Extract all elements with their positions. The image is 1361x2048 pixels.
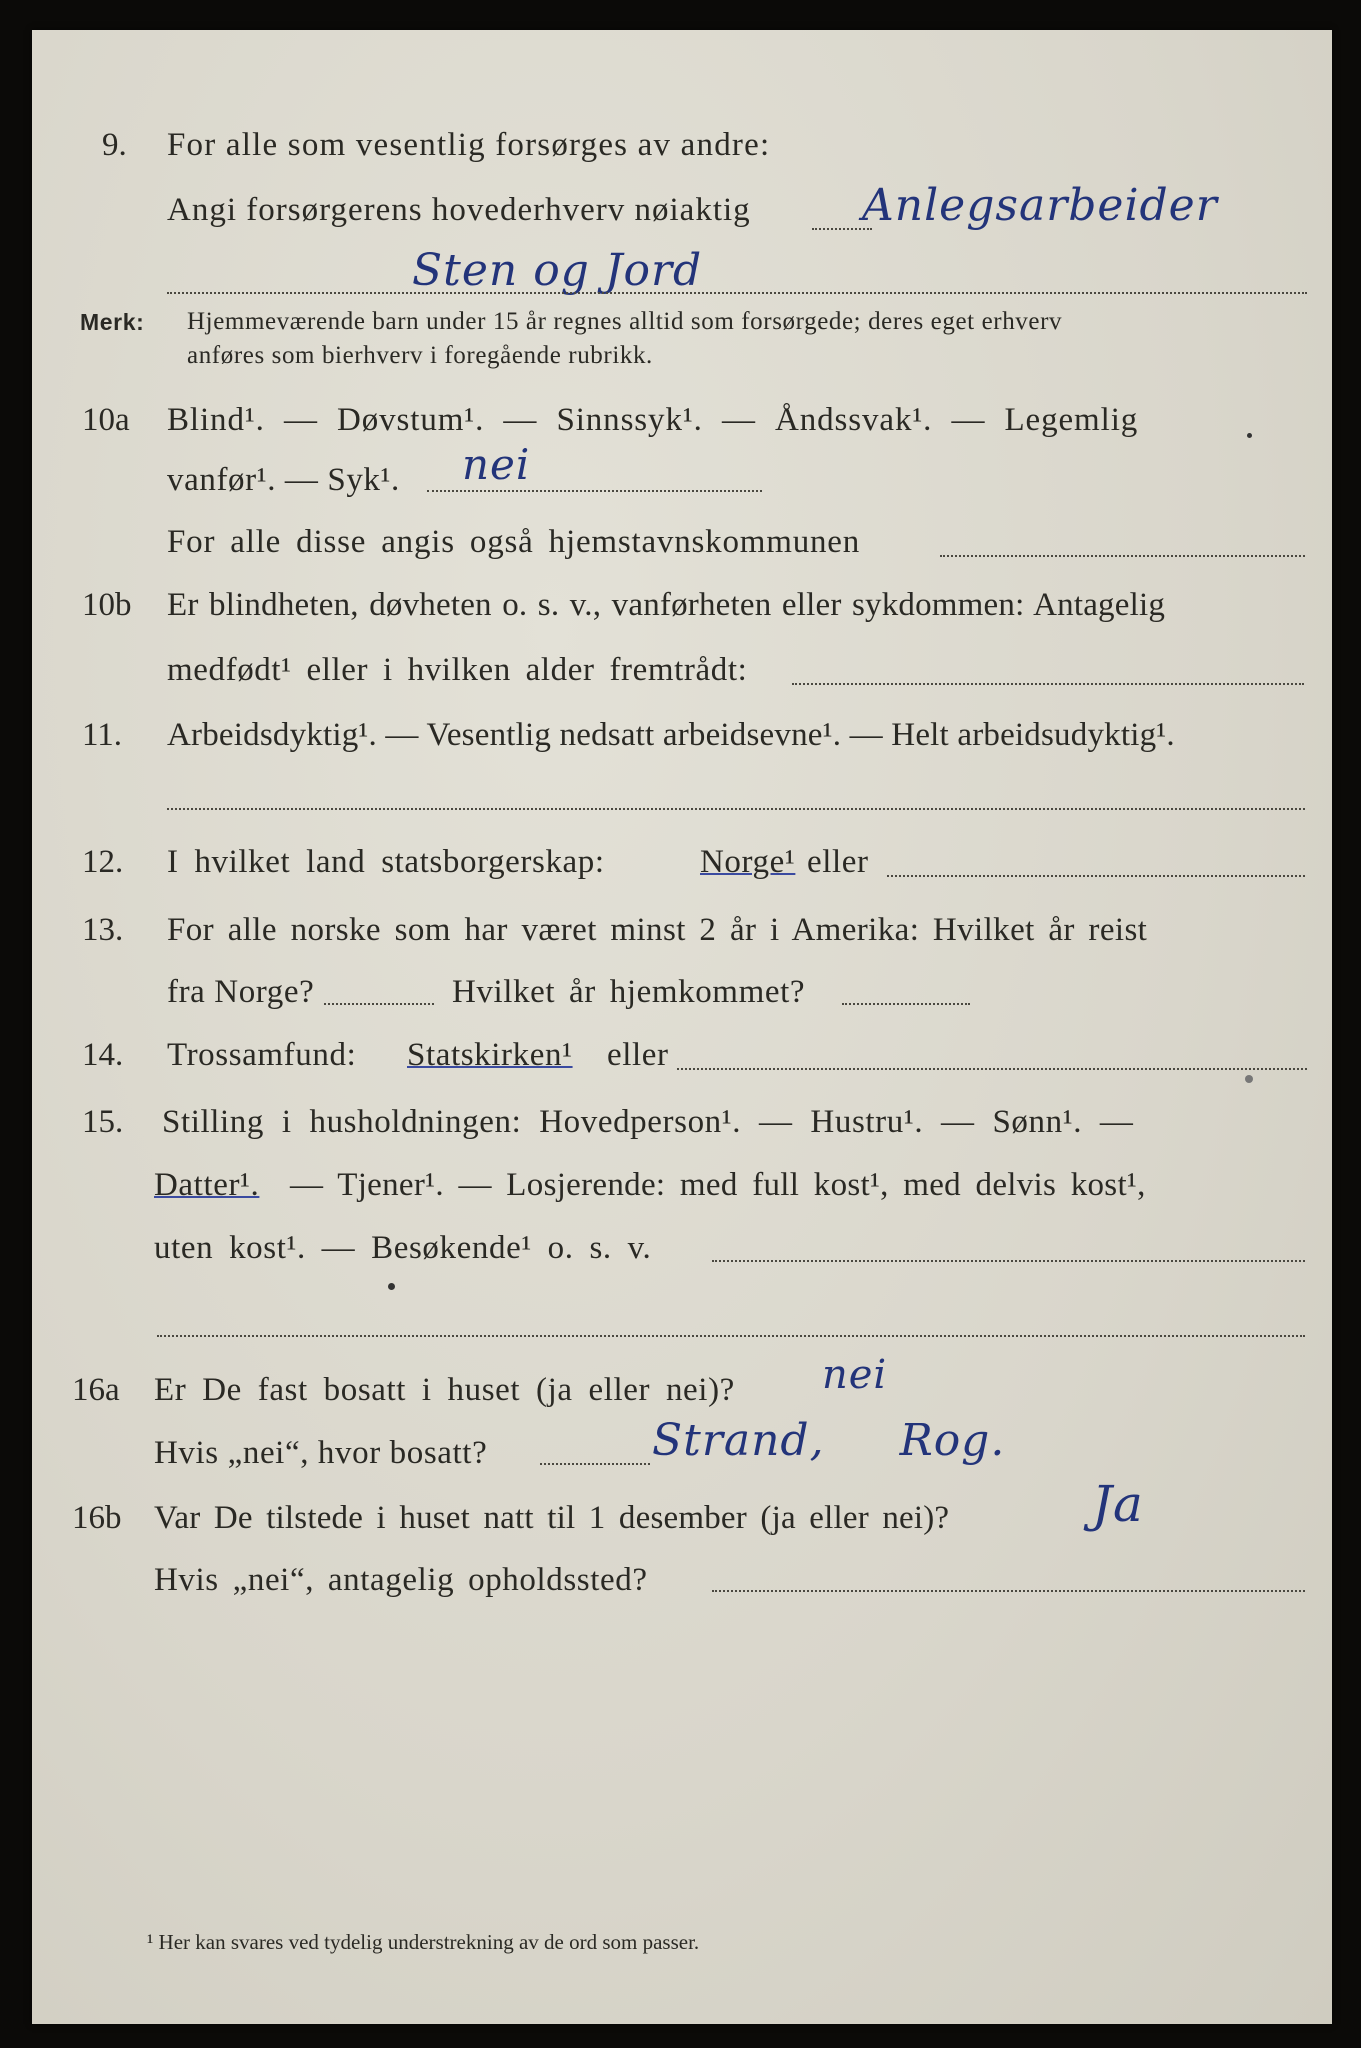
q12-prefix: I hvilket land statsborgerskap: [167, 844, 605, 880]
q13-line1: For alle norske som har været minst 2 år i Amerika: Hvilket år reist [167, 912, 1148, 948]
q14-statskirken-underlined: Statskirken¹ [407, 1037, 573, 1073]
q15-datter-underlined: Datter¹. [154, 1167, 260, 1203]
ink-spot [388, 1283, 395, 1290]
q11-dotted-line [167, 808, 1305, 810]
q16a-answer-handwritten-2: Strand, Rog. [652, 1415, 1006, 1466]
q10b-line2: medfødt¹ eller i hvilken alder fremtrådt: [167, 652, 748, 688]
q15-line3: uten kost¹. — Besøkende¹ o. s. v. [154, 1230, 652, 1266]
q12-dotted-line [887, 875, 1305, 877]
q10b-dotted-line [792, 683, 1304, 685]
merk-line1: Hjemmeværende barn under 15 år regnes alltid som forsørgede; deres eget erhverv [187, 308, 1063, 335]
q13-dotted-line-a [324, 1003, 434, 1005]
q14-prefix: Trossamfund: [167, 1037, 357, 1073]
q15-line2-rest: — Tjener¹. — Losjerende: med full kost¹, med delvis kost¹, [290, 1167, 1146, 1203]
q10b-number: 10b [82, 587, 132, 623]
q10a-number: 10a [82, 402, 130, 438]
q10a-line1: Blind¹. — Døvstum¹. — Sinnssyk¹. — Åndssvak¹. — Legemlig [167, 402, 1139, 438]
q11-line1: Arbeidsdyktig¹. — Vesentlig nedsatt arbeidsevne¹. — Helt arbeidsudyktig¹. [167, 717, 1175, 753]
q14-dotted-line [677, 1068, 1307, 1070]
merk-line2: anføres som bierhverv i foregående rubrikk. [187, 342, 653, 369]
q12-norge-underlined: Norge¹ [700, 844, 796, 880]
q15-dotted-line-2 [157, 1335, 1305, 1337]
q10a-answer-handwritten: nei [462, 440, 531, 489]
q16b-number: 16b [72, 1500, 122, 1536]
q16a-line2: Hvis „nei“, hvor bosatt? [154, 1435, 488, 1471]
merk-label: Merk: [80, 309, 145, 335]
q10a-dotted-line [427, 490, 762, 492]
q13-part-a: fra Norge? [167, 974, 315, 1010]
q16b-line1: Var De tilstede i huset natt til 1 desember (ja eller nei)? [154, 1500, 950, 1536]
q16a-dotted-line [540, 1463, 650, 1465]
q10a-line3: For alle disse angis også hjemstavnskommunen [167, 524, 861, 560]
q13-part-b: Hvilket år hjemkommet? [452, 974, 806, 1010]
q16b-line2: Hvis „nei“, antagelig opholdssted? [154, 1562, 648, 1598]
q13-number: 13. [82, 912, 124, 948]
q9-answer-handwritten-2: Sten og Jord [412, 245, 703, 296]
census-form-page [32, 30, 1332, 2024]
q14-suffix: eller [607, 1037, 669, 1073]
q10a-line2: vanfør¹. — Syk¹. [167, 462, 400, 498]
q16a-line1: Er De fast bosatt i huset (ja eller nei)? [154, 1372, 735, 1408]
footnote: ¹ Her kan svares ved tydelig understrekning av de ord som passer. [147, 1930, 700, 1954]
q9-number: 9. [102, 127, 127, 163]
ink-spot [1245, 1075, 1253, 1083]
q16a-answer-handwritten-1: nei [822, 1352, 888, 1398]
q12-suffix: eller [807, 844, 869, 880]
q9-line2: Angi forsørgerens hovederhverv nøiaktig [167, 192, 751, 228]
q15-number: 15. [82, 1104, 124, 1140]
q13-dotted-line-b [842, 1003, 970, 1005]
q10b-line1: Er blindheten, døvheten o. s. v., vanførheten eller sykdommen: Antagelig [167, 587, 1166, 623]
q10a-dotted-line-2 [940, 555, 1305, 557]
q15-line1: Stilling i husholdningen: Hovedperson¹. — Hustru¹. — Sønn¹. — [162, 1104, 1134, 1140]
q16b-dotted-line [712, 1590, 1305, 1592]
q14-number: 14. [82, 1037, 124, 1073]
q15-dotted-line [712, 1260, 1305, 1262]
q9-dotted-line-2 [167, 292, 1307, 294]
q12-number: 12. [82, 844, 124, 880]
q16a-number: 16a [72, 1372, 120, 1408]
q9-line1: For alle som vesentlig forsørges av andre: [167, 127, 771, 163]
ink-spot [1247, 433, 1252, 438]
q9-answer-handwritten-1: Anlegsarbeider [862, 180, 1218, 231]
q11-number: 11. [82, 717, 123, 753]
q16b-answer-handwritten: Ja [1092, 1475, 1144, 1533]
